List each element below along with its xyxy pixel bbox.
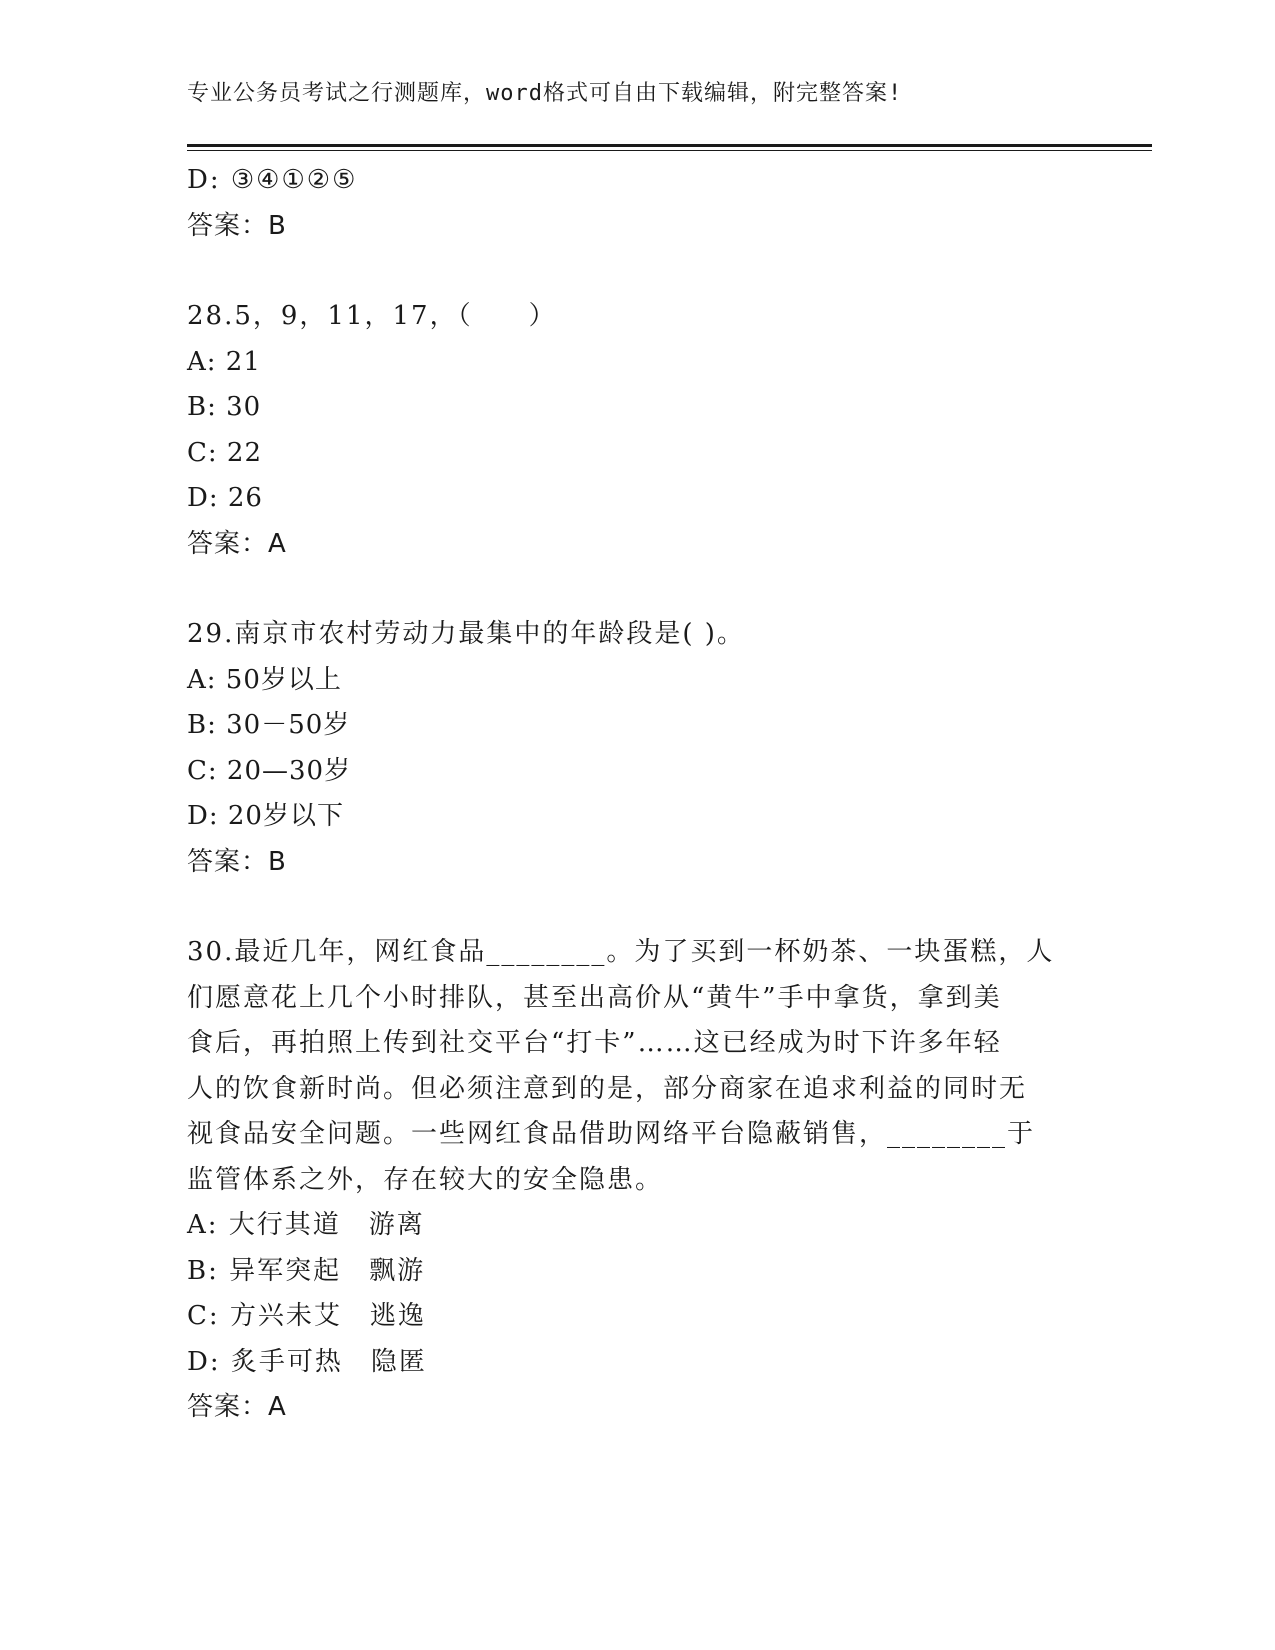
question-30-stem-line-2: 们愿意花上几个小时排队，甚至出高价从“黄牛”手中拿货，拿到美 (187, 982, 1002, 1013)
question-30-stem-line-3: 食后，再拍照上传到社交平台“打卡”……这已经成为时下许多年轻 (187, 1028, 1002, 1058)
question-30-option-c: C: 方兴未艾 逃逸 (187, 1301, 426, 1331)
spacer (187, 885, 1087, 930)
question-30-stem-line-5: 视食品安全问题。一些网红食品借助网络平台隐蔽销售，________于 (187, 1119, 1036, 1149)
question-30-option-a: A: 大行其道 游离 (187, 1210, 425, 1240)
prev-option-d: D: ③④①②⑤ (187, 165, 358, 195)
spacer (187, 567, 1087, 612)
question-29-option-c: C: 20—30岁 (187, 755, 352, 786)
question-30-option-b: B: 异军突起 飘游 (187, 1255, 426, 1286)
question-30-stem-line-6: 监管体系之外，存在较大的安全隐患。 (187, 1164, 664, 1195)
question-29-option-d: D: 20岁以下 (187, 801, 344, 831)
question-28-option-c: C: 22 (187, 437, 263, 468)
question-28-stem: 28.5，9，11，17，（ ） (187, 301, 557, 331)
question-28-option-a: A: 21 (187, 346, 261, 377)
question-29-answer: 答案：B (187, 846, 287, 877)
document-body (187, 158, 1087, 1431)
question-30-stem-line-1: 30.最近几年，网红食品________。为了买到一杯奶茶、一块蛋糕，人 (187, 937, 1055, 967)
spacer (187, 249, 1087, 294)
question-30-option-d: D: 炙手可热 隐匿 (187, 1346, 427, 1377)
question-28-option-d: D: 26 (187, 483, 263, 513)
question-29-stem: 29.南京市农村劳动力最集中的年龄段是( )。 (187, 619, 745, 649)
question-28-option-b: B: 30 (187, 392, 262, 422)
question-28-answer: 答案：A (187, 528, 287, 559)
question-30-stem-line-4: 人的饮食新时尚。但必须注意到的是，部分商家在追求利益的同时无 (187, 1073, 1028, 1104)
question-29-option-b: B: 30－50岁 (187, 710, 351, 740)
page-header: 专业公务员考试之行测题库，word格式可自由下载编辑，附完整答案! (187, 81, 903, 106)
prev-answer: 答案：B (187, 210, 287, 241)
question-30-answer: 答案：A (187, 1392, 287, 1422)
question-29-option-a: A: 50岁以上 (187, 664, 342, 695)
header-divider (187, 144, 1152, 151)
